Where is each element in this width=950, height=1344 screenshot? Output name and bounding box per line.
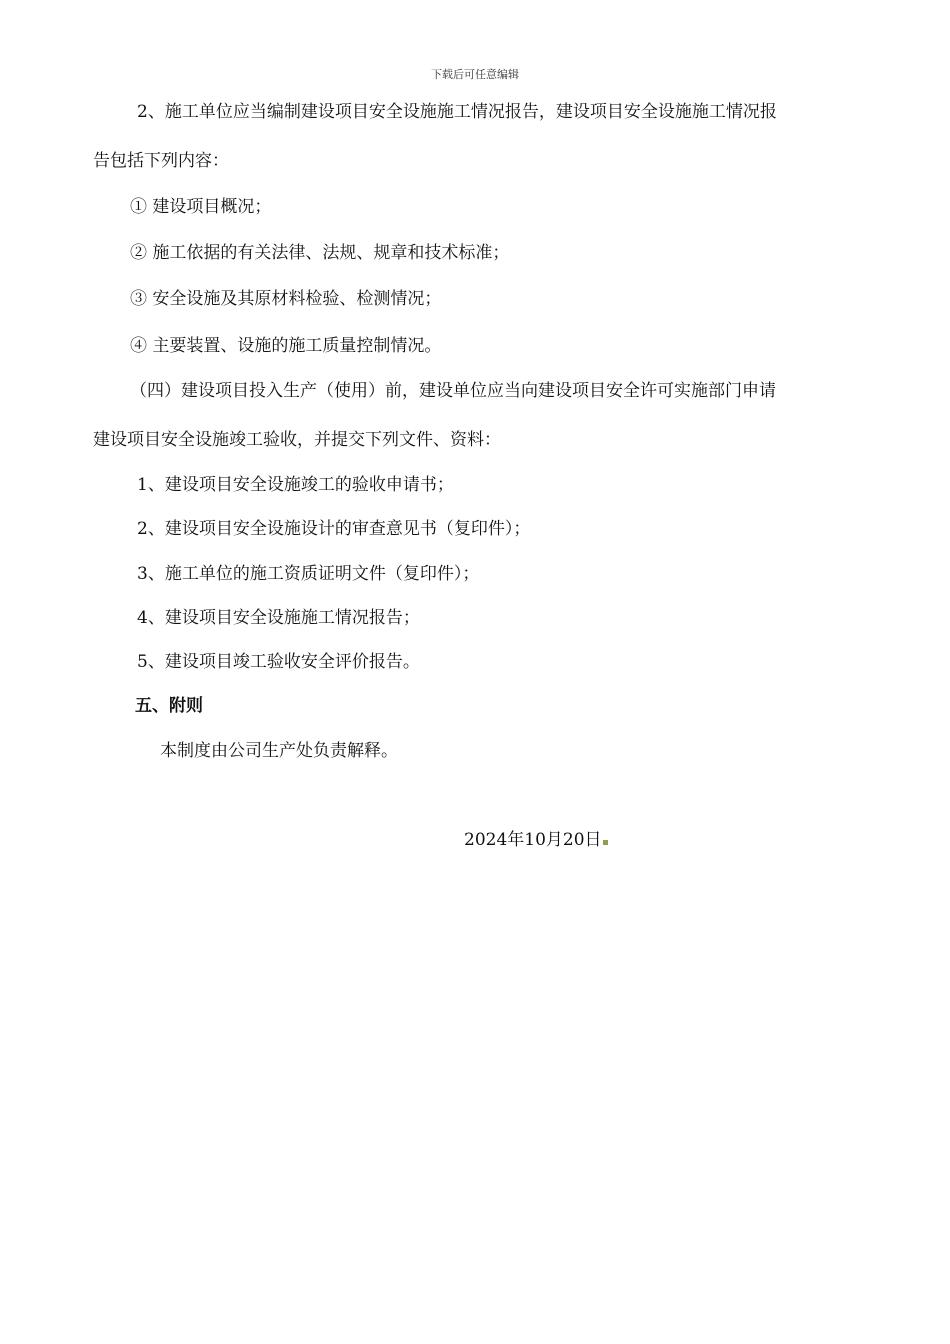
cursor-mark [603,840,608,845]
section-heading: 五、附则 [135,696,203,716]
date-text: 2024年10月20日 [464,830,602,850]
paragraph-line: 建设项目安全设施竣工验收，并提交下列文件、资料： [93,430,501,450]
list-item: 2、建设项目安全设施设计的审查意见书（复印件）； [137,519,531,539]
paragraph-line: 2、施工单位应当编制建设项目安全设施施工情况报告，建设项目安全设施施工情况报 [137,102,777,122]
list-item: 1、建设项目安全设施竣工的验收申请书； [137,475,454,495]
list-item: 4、建设项目安全设施施工情况报告； [137,608,420,628]
document-date [464,829,608,851]
page-header: 下载后可任意编辑 [431,68,519,81]
list-item: ③ 安全设施及其原材料检验、检测情况； [130,289,442,309]
list-item: 5、建设项目竣工验收安全评价报告。 [137,652,420,672]
paragraph-line: 告包括下列内容： [93,151,229,171]
list-item: ④ 主要装置、设施的施工质量控制情况。 [130,336,442,356]
list-item: ② 施工依据的有关法律、法规、规章和技术标准； [130,243,510,263]
closing-text: 本制度由公司生产处负责解释。 [160,741,398,761]
list-item: ① 建设项目概况； [130,197,272,217]
list-item: 3、施工单位的施工资质证明文件（复印件）； [137,564,480,584]
paragraph-line: （四）建设项目投入生产（使用）前，建设单位应当向建设项目安全许可实施部门申请 [130,381,776,401]
